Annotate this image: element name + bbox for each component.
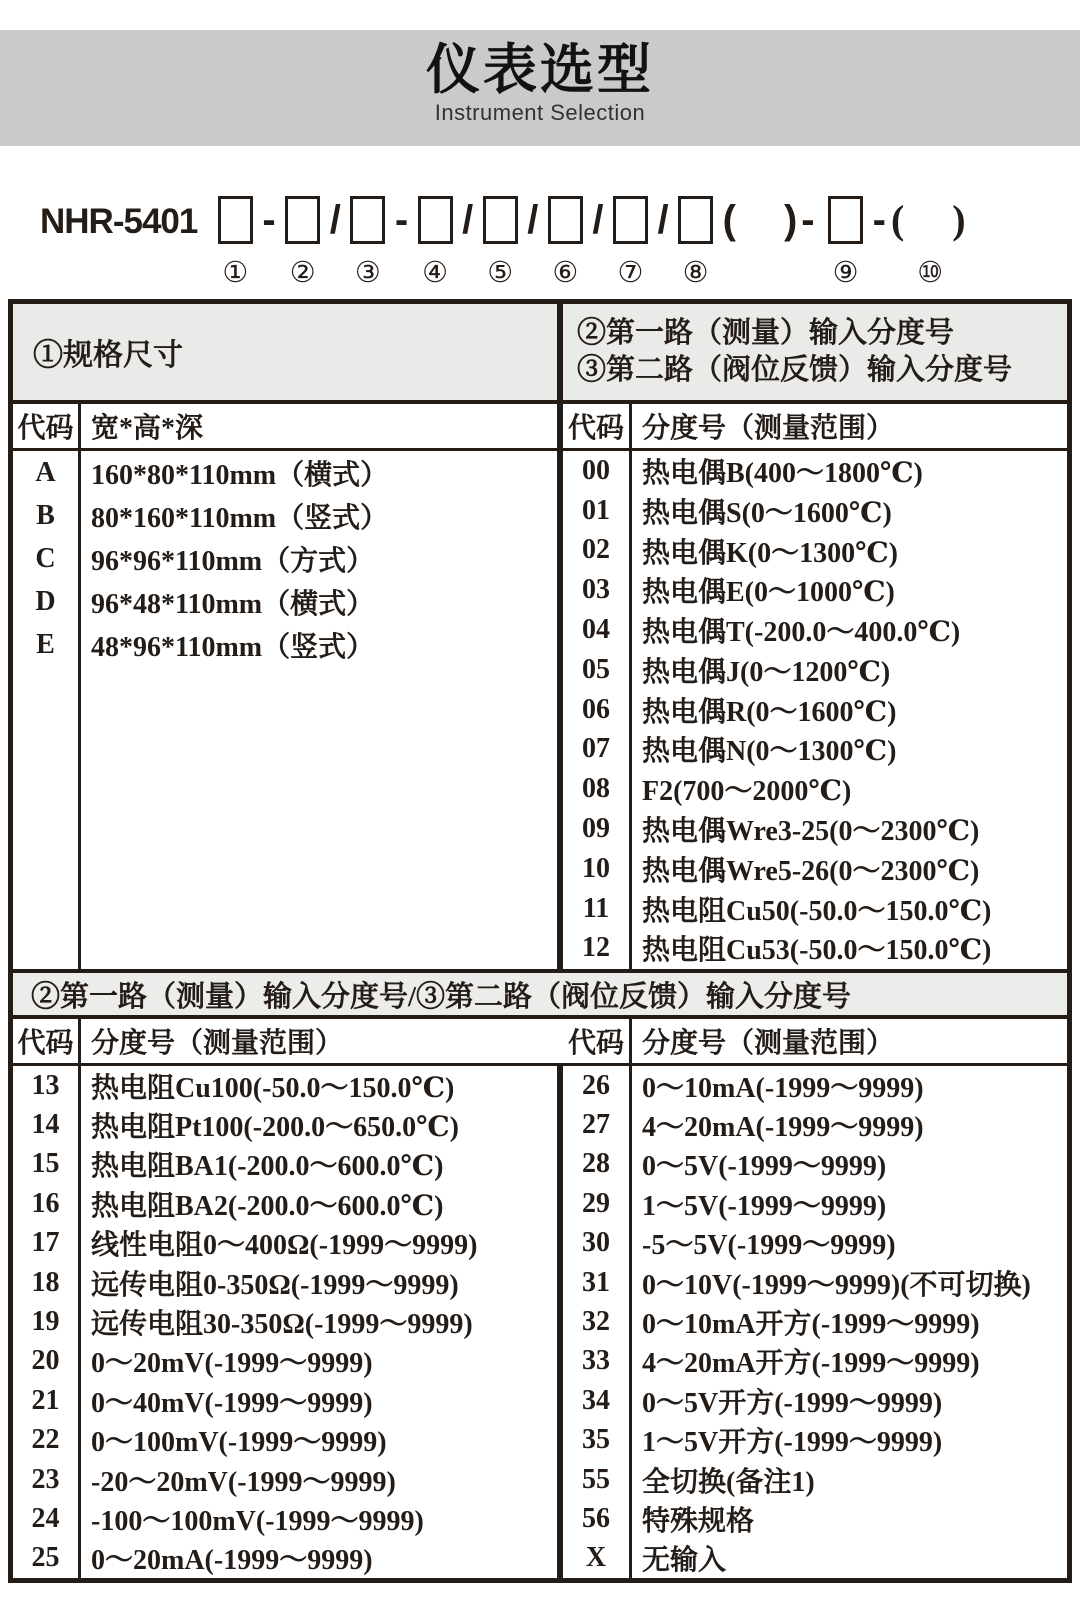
paren-dash: ( )- [722, 198, 819, 242]
desc-cell: 全切换(备注1) [642, 1466, 815, 1498]
slot-number-3: ③ [354, 255, 381, 289]
desc-cell: 96*96*110mm（方式） [91, 545, 375, 577]
code-slot-1 [213, 196, 257, 287]
index-code-column [563, 1066, 629, 1578]
desc-cell: 0～10mA开方(-1999～9999) [642, 1309, 980, 1341]
desc-cell: 热电偶J(0～1200℃) [642, 656, 891, 688]
desc-cell: 远传电阻0-350Ω(-1999～9999) [91, 1269, 459, 1301]
separator: / [592, 198, 604, 242]
header-input-line1: ②第一路（测量）输入分度号 [577, 317, 955, 349]
slot-number-8: ⑧ [682, 255, 709, 289]
code-cell: 14 [31, 1109, 60, 1141]
code-box-5 [483, 196, 518, 244]
code-cell: 01 [582, 494, 610, 526]
desc-cell: 热电阻Pt100(-200.0～650.0℃) [91, 1112, 459, 1144]
code-cell: D [35, 585, 56, 617]
code-cell: 17 [31, 1227, 60, 1259]
upper-body [13, 451, 1067, 969]
separator: / [462, 198, 474, 242]
title-band [0, 30, 1080, 146]
code-cell: C [35, 542, 56, 574]
code-cell: 06 [582, 693, 610, 725]
code-cell: 00 [582, 454, 610, 486]
code-box-4 [418, 196, 453, 244]
code-cell: 04 [582, 614, 610, 646]
index-list-13-25 [13, 1066, 557, 1578]
code-cell: 15 [31, 1148, 60, 1180]
separator: / [527, 198, 539, 242]
code-cell: 13 [31, 1069, 60, 1101]
desc-cell: 热电阻Cu53(-50.0～150.0℃) [642, 935, 992, 967]
desc-cell: 1～5V(-1999～9999) [642, 1190, 887, 1222]
code-cell: 16 [31, 1187, 60, 1219]
code-cell: 32 [582, 1306, 610, 1338]
header-spec-size: ①规格尺寸 [33, 339, 183, 372]
slot-number-5: ⑤ [487, 255, 514, 289]
column-header-size: 宽*高*深 [91, 413, 204, 444]
desc-cell: 热电阻Cu100(-50.0～150.0℃) [91, 1072, 455, 1104]
desc-cell: 0～20mV(-1999～9999) [91, 1348, 373, 1380]
desc-cell: 远传电阻30-350Ω(-1999～9999) [91, 1309, 473, 1341]
desc-cell: 热电偶R(0～1600℃) [642, 696, 897, 728]
index-code-column [13, 1066, 78, 1578]
desc-cell: 无输入 [642, 1545, 727, 1577]
index-code-column [563, 451, 629, 969]
column-header-code: 代码 [567, 1028, 624, 1059]
separator: - [394, 198, 409, 242]
code-cell: 12 [582, 932, 610, 964]
code-cell: 24 [31, 1502, 60, 1534]
selection-table [8, 299, 1072, 1583]
code-slot-7 [609, 196, 653, 287]
code-cell: 09 [582, 813, 610, 845]
spec-desc-column [81, 451, 557, 969]
code-cell: 11 [582, 892, 610, 924]
code-cell: 29 [582, 1187, 610, 1219]
code-cell: 34 [582, 1384, 610, 1416]
code-cell: 22 [31, 1424, 60, 1456]
spec-code-column [13, 451, 78, 969]
code-box-3 [350, 196, 385, 244]
lower-subheader-left [13, 1019, 557, 1063]
code-cell: 23 [31, 1463, 60, 1495]
code-box-2 [285, 196, 320, 244]
desc-cell: 热电偶K(0～1300℃) [642, 537, 898, 569]
code-cell: 03 [582, 574, 610, 606]
desc-cell: F2(700～2000℃) [642, 776, 852, 808]
code-cell: 25 [31, 1542, 60, 1574]
desc-cell: 热电偶T(-200.0～400.0℃) [642, 617, 961, 649]
column-header-range: 分度号（测量范围） [91, 1028, 344, 1059]
slot-number-9: ⑨ [832, 255, 859, 289]
lower-body [13, 1066, 1067, 1578]
code-cell: 31 [582, 1266, 610, 1298]
code-slot-5 [478, 196, 522, 287]
code-cell: 10 [582, 852, 610, 884]
code-cell: B [36, 499, 55, 531]
desc-cell: 0～40mV(-1999～9999) [91, 1387, 373, 1419]
page-subtitle: Instrument Selection [434, 99, 646, 125]
code-slot-8 [674, 196, 718, 287]
code-slot-2 [281, 196, 325, 287]
code-cell: A [35, 456, 56, 488]
code-box-7 [613, 196, 648, 244]
desc-cell: 48*96*110mm（竖式） [91, 631, 375, 663]
code-cell: 07 [582, 733, 610, 765]
desc-cell: 4～20mA开方(-1999～9999) [642, 1348, 980, 1380]
code-cell: 18 [31, 1266, 60, 1298]
slot-number-10: ⑩ [917, 255, 944, 289]
desc-cell: 热电阻Cu50(-50.0～150.0℃) [642, 895, 992, 927]
code-cell: 02 [582, 534, 610, 566]
desc-cell: 80*160*110mm（竖式） [91, 502, 389, 534]
index-desc-column [632, 451, 1067, 969]
code-cell: 21 [31, 1384, 60, 1416]
desc-cell: 线性电阻0～400Ω(-1999～9999) [91, 1230, 478, 1262]
code-cell: 05 [582, 653, 610, 685]
code-cell: 55 [582, 1463, 610, 1495]
code-box-9 [828, 196, 863, 244]
code-box-1 [218, 196, 253, 244]
desc-cell: 热电偶B(400～1800℃) [642, 457, 923, 489]
desc-cell: 热电偶E(0～1000℃) [642, 577, 895, 609]
code-cell: 08 [582, 773, 610, 805]
desc-cell: 160*80*110mm（横式） [91, 459, 389, 491]
index-list-26-X [563, 1066, 1067, 1578]
upper-subheader [13, 404, 1067, 448]
desc-cell: 0～20mA(-1999～9999) [91, 1545, 373, 1577]
header-input-index [563, 304, 1067, 400]
index-desc-column [632, 1066, 1067, 1578]
desc-cell: 0～10mA(-1999～9999) [642, 1072, 924, 1104]
upper-subheader-left [13, 404, 557, 448]
model-code-line [40, 196, 1080, 287]
desc-cell: 热电阻BA2(-200.0～600.0℃) [91, 1190, 444, 1222]
spec-size-list [13, 451, 557, 969]
desc-cell: 热电偶N(0～1300℃) [642, 736, 897, 768]
header-input-line2: ③第二路（阀位反馈）输入分度号 [577, 354, 1013, 386]
index-desc-column [81, 1066, 557, 1578]
desc-cell: 4～20mA(-1999～9999) [642, 1112, 924, 1144]
model-number: NHR-5401 [40, 202, 198, 241]
slot-number-4: ④ [422, 255, 449, 289]
desc-cell: 0～10V(-1999～9999)(不可切换) [642, 1269, 1031, 1301]
code-cell: 19 [31, 1306, 60, 1338]
page-title: 仪表选型 [426, 40, 654, 100]
code-slot-9 [824, 196, 868, 287]
code-cell: E [36, 628, 55, 660]
separator: - [262, 198, 276, 242]
code-cell: 26 [582, 1069, 610, 1101]
desc-cell: 0～100mV(-1999～9999) [91, 1427, 387, 1459]
desc-cell: 0～5V(-1999～9999) [642, 1151, 887, 1183]
code-box-8 [678, 196, 713, 244]
desc-cell: -5～5V(-1999～9999) [642, 1230, 896, 1262]
column-header-code: 代码 [17, 413, 74, 444]
separator: / [657, 198, 669, 242]
code-cell: X [585, 1542, 607, 1574]
index-list-00-12 [563, 451, 1067, 969]
code-slot-3 [346, 196, 390, 287]
tail-paren: ( ) [890, 197, 970, 242]
upper-subheader-right [563, 404, 1067, 448]
desc-cell: 热电偶Wre3-25(0～2300℃) [642, 816, 980, 848]
desc-cell: 热电偶Wre5-26(0～2300℃) [642, 855, 980, 887]
column-header-code: 代码 [567, 413, 624, 444]
section-band: ②第一路（测量）输入分度号/③第二路（阀位反馈）输入分度号 [13, 969, 1067, 1019]
code-cell: 28 [582, 1148, 610, 1180]
desc-cell: 特殊规格 [642, 1506, 755, 1537]
tail-dash: - [872, 198, 886, 242]
code-slot-6 [543, 196, 587, 287]
table-header-band [13, 304, 1067, 400]
code-box-6 [548, 196, 583, 244]
separator: / [329, 198, 341, 242]
slot-number-7: ⑦ [617, 255, 644, 289]
column-header-range: 分度号（测量范围） [642, 413, 895, 444]
desc-cell: 1～5V开方(-1999～9999) [642, 1427, 943, 1459]
desc-cell: 0～5V开方(-1999～9999) [642, 1387, 943, 1419]
code-slot-10 [891, 196, 970, 287]
desc-cell: -100～100mV(-1999～9999) [91, 1506, 424, 1537]
slot-number-6: ⑥ [552, 255, 579, 289]
slot-number-2: ② [289, 255, 316, 289]
lower-subheader-right [563, 1019, 1067, 1063]
desc-cell: 热电偶S(0～1600℃) [642, 497, 892, 529]
desc-cell: 热电阻BA1(-200.0～600.0℃) [91, 1151, 444, 1183]
column-header-range: 分度号（测量范围） [642, 1028, 895, 1059]
slot-number-1: ① [222, 255, 249, 289]
code-cell: 56 [582, 1502, 610, 1534]
code-cell: 20 [31, 1345, 60, 1377]
column-header-code: 代码 [17, 1028, 74, 1059]
desc-cell: 96*48*110mm（横式） [91, 588, 375, 620]
code-slot-4 [413, 196, 457, 287]
code-cell: 30 [582, 1227, 610, 1259]
code-cell: 35 [582, 1424, 610, 1456]
code-cell: 27 [582, 1109, 610, 1141]
lower-subheader [13, 1019, 1067, 1063]
code-cell: 33 [582, 1345, 610, 1377]
desc-cell: -20～20mV(-1999～9999) [91, 1466, 396, 1498]
